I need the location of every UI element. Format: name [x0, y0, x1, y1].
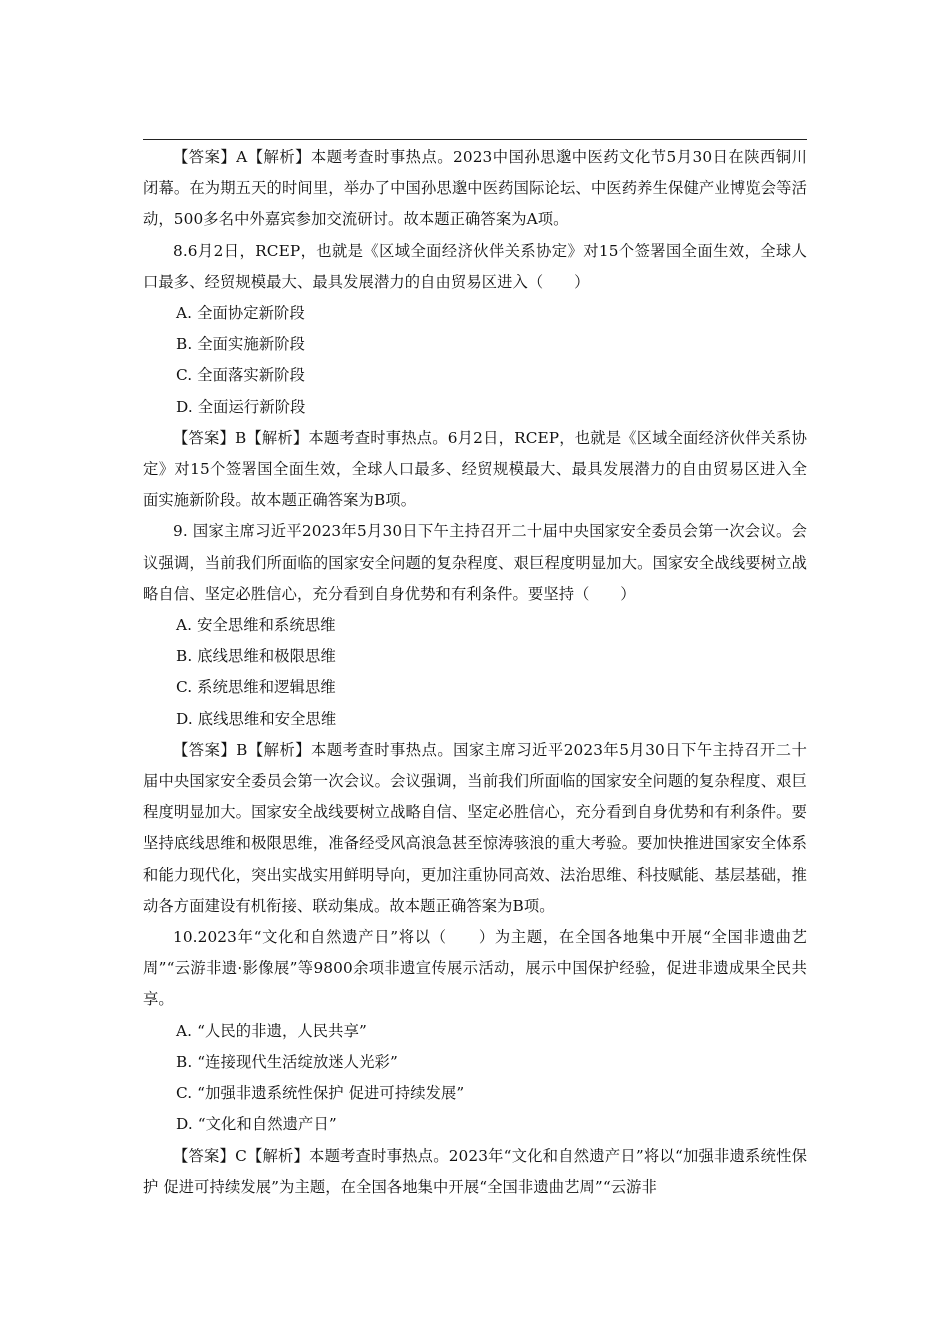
q9-option-c: C. 系统思维和逻辑思维 [176, 678, 336, 697]
answer-q9: 【答案】B【解析】本题考查时事热点。国家主席习近平2023年5月30日下午主持召开二十届中央国家安全委员会第一次会议。会议强调，当前我们所面临的国家安全问题的复杂程度、艰巨程度明显加大。国家安全战线要树立战略自信、坚定必胜信心，充分看到自身优势和有利条件。要坚持底线思维和极限思维，准备经受风高浪急甚至惊涛骇浪的重大考验。要加快推进国家安全体系和能力现代化，突出实战实用鲜明导向，更加注重协同高效、法治思维、科技赋能、基层基础，推动各方面建设有机衔接、联动集成。故本题正确答案为B项。 [143, 740, 807, 915]
question-9: 9. 国家主席习近平2023年5月30日下午主持召开二十届中央国家安全委员会第一次会议。会议强调，当前我们所面临的国家安全问题的复杂程度、艰巨程度明显加大。国家安全战线要树立战略自信、坚定必胜信心，充分看到自身优势和有利条件。要坚持（ ） [143, 522, 807, 603]
answer-q7: 【答案】A【解析】本题考查时事热点。2023中国孙思邈中医药文化节5月30日在陕西铜川闭幕。在为期五天的时间里，举办了中国孙思邈中医药国际论坛、中医药养生保健产业博览会等活动，500多名中外嘉宾参加交流研讨。故本题正确答案为A项。 [143, 148, 807, 229]
q8-option-a: A. 全面协定新阶段 [176, 304, 305, 323]
q9-option-d: D. 底线思维和安全思维 [176, 709, 337, 728]
q8-option-b: B. 全面实施新阶段 [176, 335, 306, 354]
document-body [143, 142, 807, 1203]
q10-option-c: C. “加强非遗系统性保护 促进可持续发展” [176, 1084, 465, 1103]
q8-option-c: C. 全面落实新阶段 [176, 366, 305, 385]
q10-option-b: B. “连接现代生活绽放迷人光彩” [176, 1052, 398, 1071]
q9-option-b: B. 底线思维和极限思维 [176, 647, 336, 666]
answer-q10: 【答案】C【解析】本题考查时事热点。2023年“文化和自然遗产日”将以“加强非遗系统性保护 促进可持续发展”为主题，在全国各地集中开展“全国非遗曲艺周”“云游非 [143, 1146, 807, 1196]
q9-option-a: A. 安全思维和系统思维 [176, 616, 336, 635]
answer-q8: 【答案】B【解析】本题考查时事热点。6月2日，RCEP，也就是《区域全面经济伙伴关系协定》对15个签署国全面生效，全球人口最多、经贸规模最大、最具发展潜力的自由贸易区进入全面实施新阶段。故本题正确答案为B项。 [143, 428, 807, 510]
q8-option-d: D. 全面运行新阶段 [176, 397, 306, 416]
q10-option-a: A. “人民的非遗，人民共享” [176, 1021, 367, 1040]
question-10: 10.2023年“文化和自然遗产日”将以（ ）为主题，在全国各地集中开展“全国非遗曲艺周”“云游非遗·影像展”等9800余项非遗宣传展示活动，展示中国保护经验，促进非遗成果全民共享。 [143, 928, 807, 1009]
q10-option-d: D. “文化和自然遗产日” [176, 1115, 337, 1134]
question-8: 8.6月2日，RCEP，也就是《区域全面经济伙伴关系协定》对15个签署国全面生效，全球人口最多、经贸规模最大、最具发展潜力的自由贸易区进入（ ） [143, 241, 807, 291]
header-divider [143, 139, 807, 140]
